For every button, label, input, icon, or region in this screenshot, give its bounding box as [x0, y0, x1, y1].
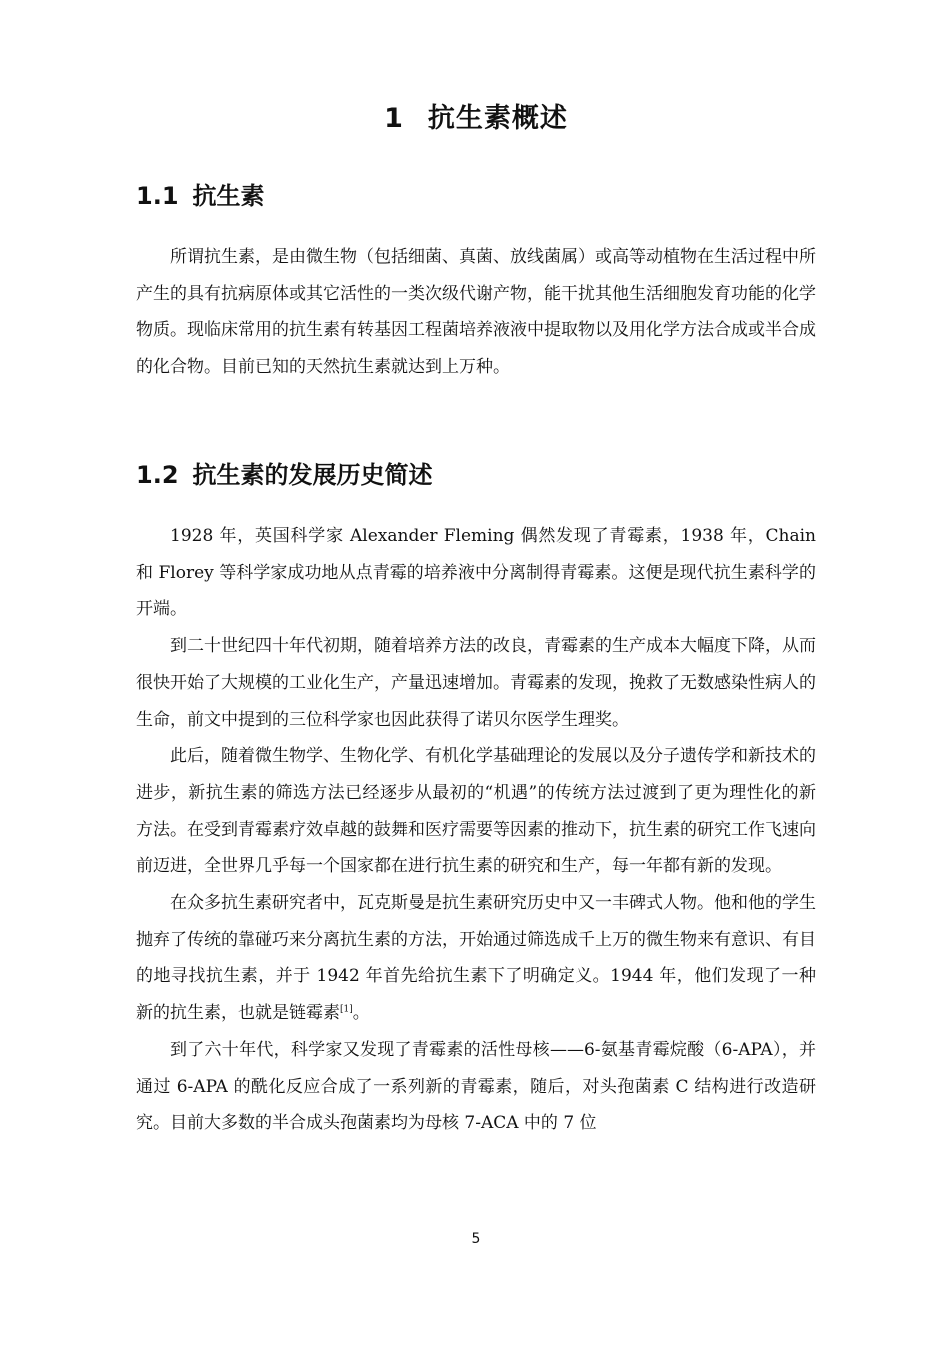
- chapter-heading: [0, 96, 952, 135]
- paragraph: 1928 年，英国科学家 Alexander Fleming 偶然发现了青霉素，1938 年，Chain 和 Florey 等科学家成功地从点青霉的培养液中分离制得青霉素。这便是现代抗生素科学的开端。: [136, 526, 816, 620]
- paragraph: 到二十世纪四十年代初期，随着培养方法的改良，青霉素的生产成本大幅度下降，从而很快开始了大规模的工业化生产，产量迅速增加。青霉素的发现，挽救了无数感染性病人的生命，前文中提到的三位科学家也因此获得了诺贝尔医学生理奖。: [136, 636, 816, 730]
- chapter-number: 1: [384, 103, 404, 134]
- section-heading-1-2: [136, 455, 433, 490]
- citation-reference[interactable]: [1]: [340, 1004, 353, 1015]
- section-heading-1-1: [136, 176, 265, 211]
- chapter-title: 抗生素概述: [427, 103, 568, 134]
- section-number: 1.1: [136, 182, 179, 210]
- paragraph: [136, 885, 816, 1032]
- section-1-2-body: [136, 518, 816, 1142]
- paragraph: 此后，随着微生物学、生物化学、有机化学基础理论的发展以及分子遗传学和新技术的进步，新抗生素的筛选方法已经逐步从最初的“机遇”的传统方法过渡到了更为理性化的新方法。在受到青霉素疗效卓越的鼓舞和医疗需要等因素的推动下，抗生素的研究工作飞速向前迈进，全世界几乎每一个国家都在进行抗生素的研究和生产，每一年都有新的发现。: [136, 746, 816, 877]
- section-title: 抗生素的发展历史简述: [192, 461, 433, 489]
- paragraph: 所谓抗生素，是由微生物（包括细菌、真菌、放线菌属）或高等动植物在生活过程中所产生的具有抗病原体或其它活性的一类次级代谢产物，能干扰其他生活细胞发育功能的化学物质。现临床常用的抗生素有转基因工程菌培养液液中提取物以及用化学方法合成或半合成的化合物。目前已知的天然抗生素就达到上万种。: [136, 247, 816, 378]
- paragraph-text: 在众多抗生素研究者中，瓦克斯曼是抗生素研究历史中又一丰碑式人物。他和他的学生抛弃了传统的靠碰巧来分离抗生素的方法，开始通过筛选成千上万的微生物来有意识、有目的地寻找抗生素，并于 1942 年首先给抗生素下了明确定义。1944 年，他们发现了一种新的抗生素，也就是链霉素: [136, 893, 816, 1024]
- page-number: 5: [471, 1231, 481, 1247]
- section-title: 抗生素: [192, 182, 265, 210]
- section-number: 1.2: [136, 461, 179, 489]
- paragraph-end: 。: [352, 1003, 370, 1024]
- paragraph: 到了六十年代，科学家又发现了青霉素的活性母核——6-氨基青霉烷酸（6-APA），并通过 6-APA 的酰化反应合成了一系列新的青霉素，随后，对头孢菌素 C 结构进行改造研究。目前大多数的半合成头孢菌素均为母核 7-ACA 中的 7 位: [136, 1039, 816, 1134]
- section-1-1-body: [136, 239, 816, 386]
